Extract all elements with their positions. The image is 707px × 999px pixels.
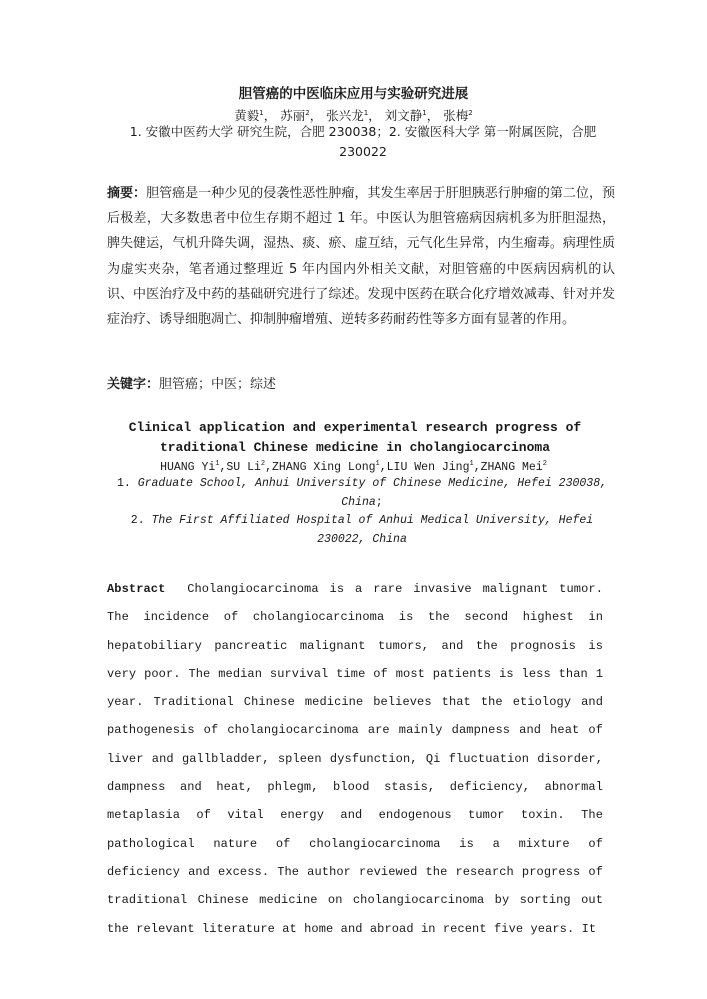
affiliation-text: Graduate School, Anhui University of Chinese Medicine, Hefei 230038, China — [137, 477, 607, 509]
author-separator: ， — [263, 108, 277, 123]
author-name: ZHANG Mei — [480, 461, 543, 474]
chinese-keywords-label: 关键字： — [107, 377, 160, 392]
author-affiliation-mark: 2 — [305, 109, 310, 117]
affiliation-text: The First Affiliated Hospital of Anhui Medical University, Hefei 230022, China — [151, 514, 594, 546]
author-affiliation-mark: 1 — [363, 109, 369, 117]
english-abstract-label: Abstract — [107, 582, 166, 596]
author-affiliation-mark: 1 — [469, 460, 474, 468]
author-name: LIU Wen Jing — [386, 461, 470, 474]
author-name: 张梅 — [443, 108, 469, 123]
author-separator: , — [219, 461, 227, 474]
author-separator: ， — [309, 108, 323, 123]
author-affiliation-mark: 2 — [468, 109, 473, 117]
author-separator: ， — [426, 108, 440, 123]
english-title: Clinical application and experimental research progress of traditional Chinese medicine in cholangiocarcinoma — [128, 420, 582, 455]
chinese-title: 胆管癌的中医临床应用与实验研究进展 — [238, 86, 469, 102]
author-name: HUANG Yi — [160, 461, 216, 474]
english-authors — [0, 456, 707, 476]
author-affiliation-mark: 2 — [260, 460, 266, 468]
chinese-keywords — [107, 375, 615, 395]
author-affiliation-mark: 1 — [259, 109, 264, 117]
english-abstract-text: Cholangiocarcinoma is a rare invasive malignant tumor. The incidence of cholangiocarcinoma is the second highest in hepatobiliary pancreatic malignant tumors, and the prognosis is very poor. The median survival time of most patients is less than 1 year. Traditional Chinese medicine believes that the etiology and pathogenesis of cholangiocarcinoma are mainly dampness and heat of liver and gallbladder, spleen dysfunction, Qi fluctuation disorder, dampness and heat, phlegm, blood stasis, deficiency, abnormal metaplasia of vital energy and endogenous tumor toxin. The pathological nature of cholangiocarcinoma is a mixture of deficiency and excess. The author reviewed the research progress of traditional Chinese medicine on cholangiocarcinoma by sorting out the relevant literature at home and abroad in recent five years. It — [107, 582, 603, 936]
affiliation-number: 2. — [130, 514, 152, 527]
author-name: ZHANG Xing Long — [272, 461, 376, 474]
chinese-abstract — [107, 181, 615, 332]
author-affiliation-mark: 1 — [215, 460, 220, 468]
author-affiliation-mark: 1 — [422, 109, 427, 117]
author-separator: , — [265, 461, 273, 474]
author-separator: , — [379, 461, 387, 474]
english-affiliation-2 — [112, 512, 612, 549]
chinese-abstract-text: 胆管癌是一种少见的侵袭性恶性肿瘤，其发生率居于肝胆胰恶行肿瘤的第二位，预后极差，大多数患者中位生存期不超过 1 年。中医认为胆管癌病因病机多为肝胆湿热，脾失健运，气机升降失调，湿热、痰、瘀、虚互结，元气化生异常，内生瘤毒。病理性质为虚实夹杂，笔者通过整理近 5 年内国内外相关文献，对胆管癌的中医病因病机的认识、中医治疗及中药的基础研究进行了综述。发现中医药在联合化疗增效减毒、针对并发症治疗、诱导细胞凋亡、抑制肿瘤增殖、逆转多药耐药性等多方面有显著的作用。 — [107, 186, 615, 328]
author-name: 黄毅 — [234, 108, 260, 123]
author-separator: ， — [368, 108, 381, 123]
chinese-abstract-label: 摘要： — [107, 186, 147, 201]
english-affiliations — [112, 475, 612, 549]
author-name: 张兴龙 — [326, 108, 364, 123]
chinese-keywords-text: 胆管癌；中医；综述 — [159, 377, 277, 392]
author-affiliation-mark: 1 — [375, 460, 380, 468]
author-separator: , — [473, 461, 481, 474]
affiliation-number: 1. — [117, 477, 138, 490]
chinese-affiliations: 1. 安徽中医药大学 研究生院，合肥 230038；2. 安徽医科大学 第一附属医院，合肥 230022 — [129, 124, 597, 159]
english-affiliation-1 — [112, 475, 612, 512]
affiliation-end: ; — [375, 495, 383, 509]
author-name: 苏丽 — [280, 108, 306, 123]
author-name: SU Li — [226, 461, 261, 474]
author-name: 刘文静 — [384, 108, 423, 123]
author-affiliation-mark: 2 — [542, 460, 547, 468]
english-abstract — [107, 575, 603, 943]
